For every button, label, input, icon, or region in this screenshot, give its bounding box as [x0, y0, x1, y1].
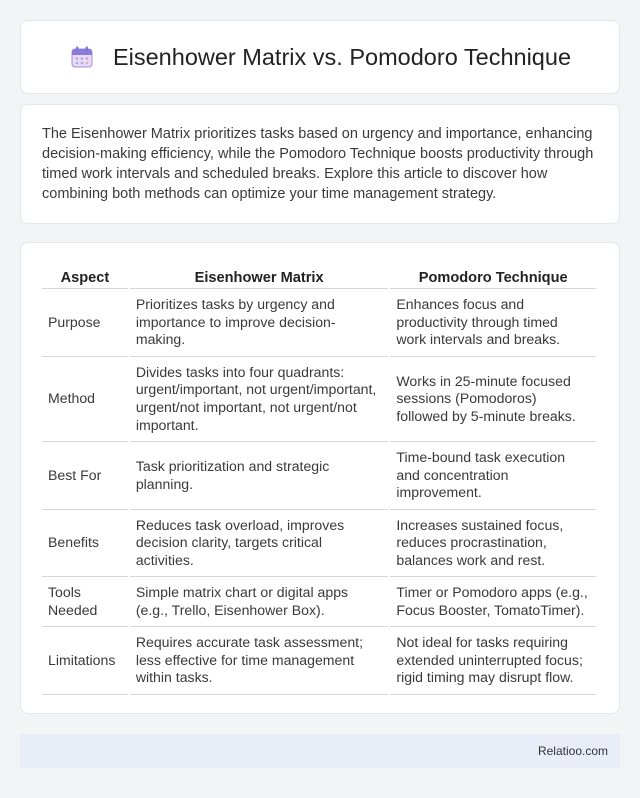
pomodoro-cell: Not ideal for tasks requiring extended uninterrupted focus; rigid timing may disrupt flow. — [390, 627, 596, 695]
eisenhower-cell: Prioritizes tasks by urgency and importance to improve decision-making. — [130, 289, 389, 357]
table-row — [42, 357, 596, 442]
footer — [20, 734, 620, 768]
pomodoro-cell: Timer or Pomodoro apps (e.g., Focus Booster, TomatoTimer). — [390, 577, 596, 627]
column-header-eisenhower: Eisenhower Matrix — [130, 263, 389, 289]
aspect-cell: Tools Needed — [42, 577, 128, 627]
table-header-row — [42, 263, 596, 289]
aspect-cell: Limitations — [42, 627, 128, 695]
comparison-card — [20, 242, 620, 714]
aspect-cell: Benefits — [42, 510, 128, 577]
aspect-cell: Purpose — [42, 289, 128, 357]
comparison-table — [40, 263, 598, 695]
intro-card — [20, 104, 620, 224]
eisenhower-cell: Reduces task overload, improves decision clarity, targets critical activities. — [130, 510, 389, 577]
eisenhower-cell: Divides tasks into four quadrants: urgent/important, not urgent/important, urgent/not important, not urgent/not important. — [130, 357, 389, 442]
column-header-pomodoro: Pomodoro Technique — [390, 263, 596, 289]
table-row — [42, 627, 596, 695]
table-row — [42, 442, 596, 510]
footer-brand: Relatioo.com — [537, 744, 608, 758]
aspect-cell: Method — [42, 357, 128, 442]
pomodoro-cell: Enhances focus and productivity through timed work intervals and breaks. — [390, 289, 596, 357]
table-row — [42, 577, 596, 627]
title-card — [20, 20, 620, 94]
table-row — [42, 510, 596, 577]
column-header-aspect: Aspect — [42, 263, 128, 289]
intro-text: The Eisenhower Matrix prioritizes tasks based on urgency and importance, enhancing decision-making efficiency, while the Pomodoro Technique boosts productivity through timed work intervals and scheduled breaks. Explore this article to discover how combining both methods can optimize your time management strategy. — [42, 126, 594, 202]
calendar-icon — [69, 44, 95, 70]
eisenhower-cell: Requires accurate task assessment; less effective for time management within tasks. — [130, 627, 389, 695]
aspect-cell: Best For — [42, 442, 128, 510]
table-row — [42, 289, 596, 357]
eisenhower-cell: Simple matrix chart or digital apps (e.g., Trello, Eisenhower Box). — [130, 577, 389, 627]
page-title: Eisenhower Matrix vs. Pomodoro Technique — [112, 43, 572, 70]
eisenhower-cell: Task prioritization and strategic planning. — [130, 442, 389, 510]
pomodoro-cell: Time-bound task execution and concentration improvement. — [390, 442, 596, 510]
pomodoro-cell: Works in 25-minute focused sessions (Pomodoros) followed by 5-minute breaks. — [390, 357, 596, 442]
pomodoro-cell: Increases sustained focus, reduces procrastination, balances work and rest. — [390, 510, 596, 577]
